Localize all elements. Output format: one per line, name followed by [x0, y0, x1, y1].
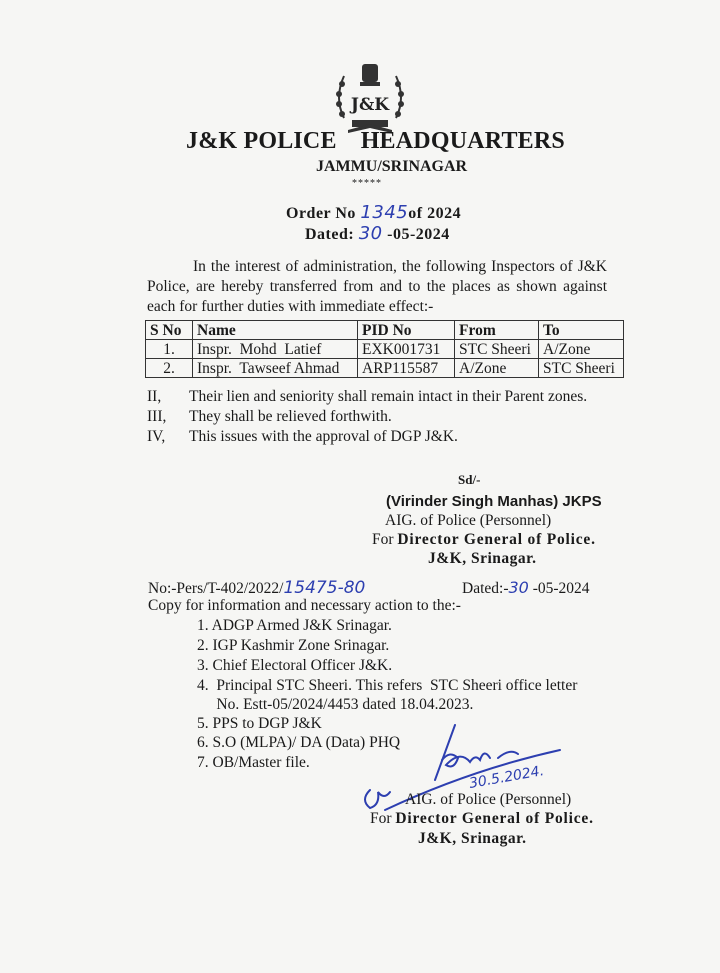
cell-to: STC Sheeri — [539, 359, 624, 378]
sd-mark: Sd/- — [458, 472, 481, 487]
table-row — [146, 359, 624, 378]
order-date: Dated: 30 -05-2024 — [305, 223, 450, 244]
cell-pid: ARP115587 — [358, 359, 455, 378]
note-item: III, They shall be relieved forthwith. — [147, 408, 392, 425]
transfer-table — [145, 320, 624, 378]
cell-from: STC Sheeri — [455, 340, 539, 359]
cell-pid: EXK001731 — [358, 340, 455, 359]
table-row — [146, 340, 624, 359]
signature-designation: AIG. of Police (Personnel) — [405, 791, 572, 808]
handwritten-reference-day: 30 — [508, 578, 529, 597]
copy-list-item: 7. OB/Master file. — [197, 754, 310, 771]
table-header-row — [146, 321, 624, 340]
org-name: J&K POLICE — [186, 128, 337, 154]
jk-police-emblem-icon — [330, 58, 410, 138]
reference-number: No:-Pers/T-402/2022/15475-80 — [148, 578, 366, 598]
headquarters-title — [186, 128, 565, 155]
svg-text:J&K: J&K — [350, 95, 390, 115]
signatory-location: J&K, Srinagar. — [428, 550, 537, 567]
copy-list-item: 5. PPS to DGP J&K — [197, 715, 322, 732]
handwritten-order-day: 30 — [358, 223, 383, 244]
org-unit: HEADQUARTERS — [360, 128, 565, 154]
intro-paragraph: In the interest of administration, the following Inspectors of J&K Police, are hereby transferred from and to the places as shown against each for further duties with immediate effect:- — [147, 258, 607, 315]
stars-divider: ***** — [352, 178, 382, 189]
signature-location: J&K, Srinagar. — [418, 830, 527, 847]
header-pid: PID No — [358, 321, 455, 340]
copy-intro: Copy for information and necessary action to the:- — [148, 597, 461, 614]
copy-list-item: 4. Principal STC Sheeri. This refers STC Sheeri office letter — [197, 677, 578, 694]
note-item: IV, This issues with the approval of DGP J&K. — [147, 428, 458, 445]
copy-list-item: 3. Chief Electoral Officer J&K. — [197, 657, 393, 674]
reference-date: Dated:-30 -05-2024 — [462, 578, 590, 597]
svg-text:30.5.2024.: 30.5.2024. — [467, 763, 546, 792]
handwritten-reference: 15475-80 — [283, 578, 366, 598]
note-item: II, Their lien and seniority shall remain intact in their Parent zones. — [147, 388, 588, 405]
cell-from: A/Zone — [455, 359, 539, 378]
signatory-office: For Director General of Police. — [372, 531, 596, 548]
handwritten-order-number: 1345 — [360, 202, 409, 223]
cell-name: Inspr. Mohd Latief — [193, 340, 358, 359]
header-to: To — [539, 321, 624, 340]
header-sno: S No — [146, 321, 193, 340]
signature-office: For Director General of Police. — [370, 810, 594, 827]
signatory-name: (Virinder Singh Manhas) JKPS — [386, 493, 602, 510]
cell-name: Inspr. Tawseef Ahmad — [193, 359, 358, 378]
copy-list-item: 1. ADGP Armed J&K Srinagar. — [197, 617, 392, 634]
cell-to: A/Zone — [539, 340, 624, 359]
cell-sno: 1. — [146, 340, 193, 359]
cell-sno: 2. — [146, 359, 193, 378]
copy-list-item: No. Estt-05/2024/4453 dated 18.04.2023. — [197, 696, 474, 713]
copy-list-item: 6. S.O (MLPA)/ DA (Data) PHQ — [197, 734, 401, 751]
signatory-designation: AIG. of Police (Personnel) — [385, 512, 552, 529]
order-number: Order No 1345of 2024 — [286, 202, 462, 223]
city-subtitle: JAMMU/SRINAGAR — [316, 158, 468, 175]
header-from: From — [455, 321, 539, 340]
copy-list-item: 2. IGP Kashmir Zone Srinagar. — [197, 637, 390, 654]
header-name: Name — [193, 321, 358, 340]
